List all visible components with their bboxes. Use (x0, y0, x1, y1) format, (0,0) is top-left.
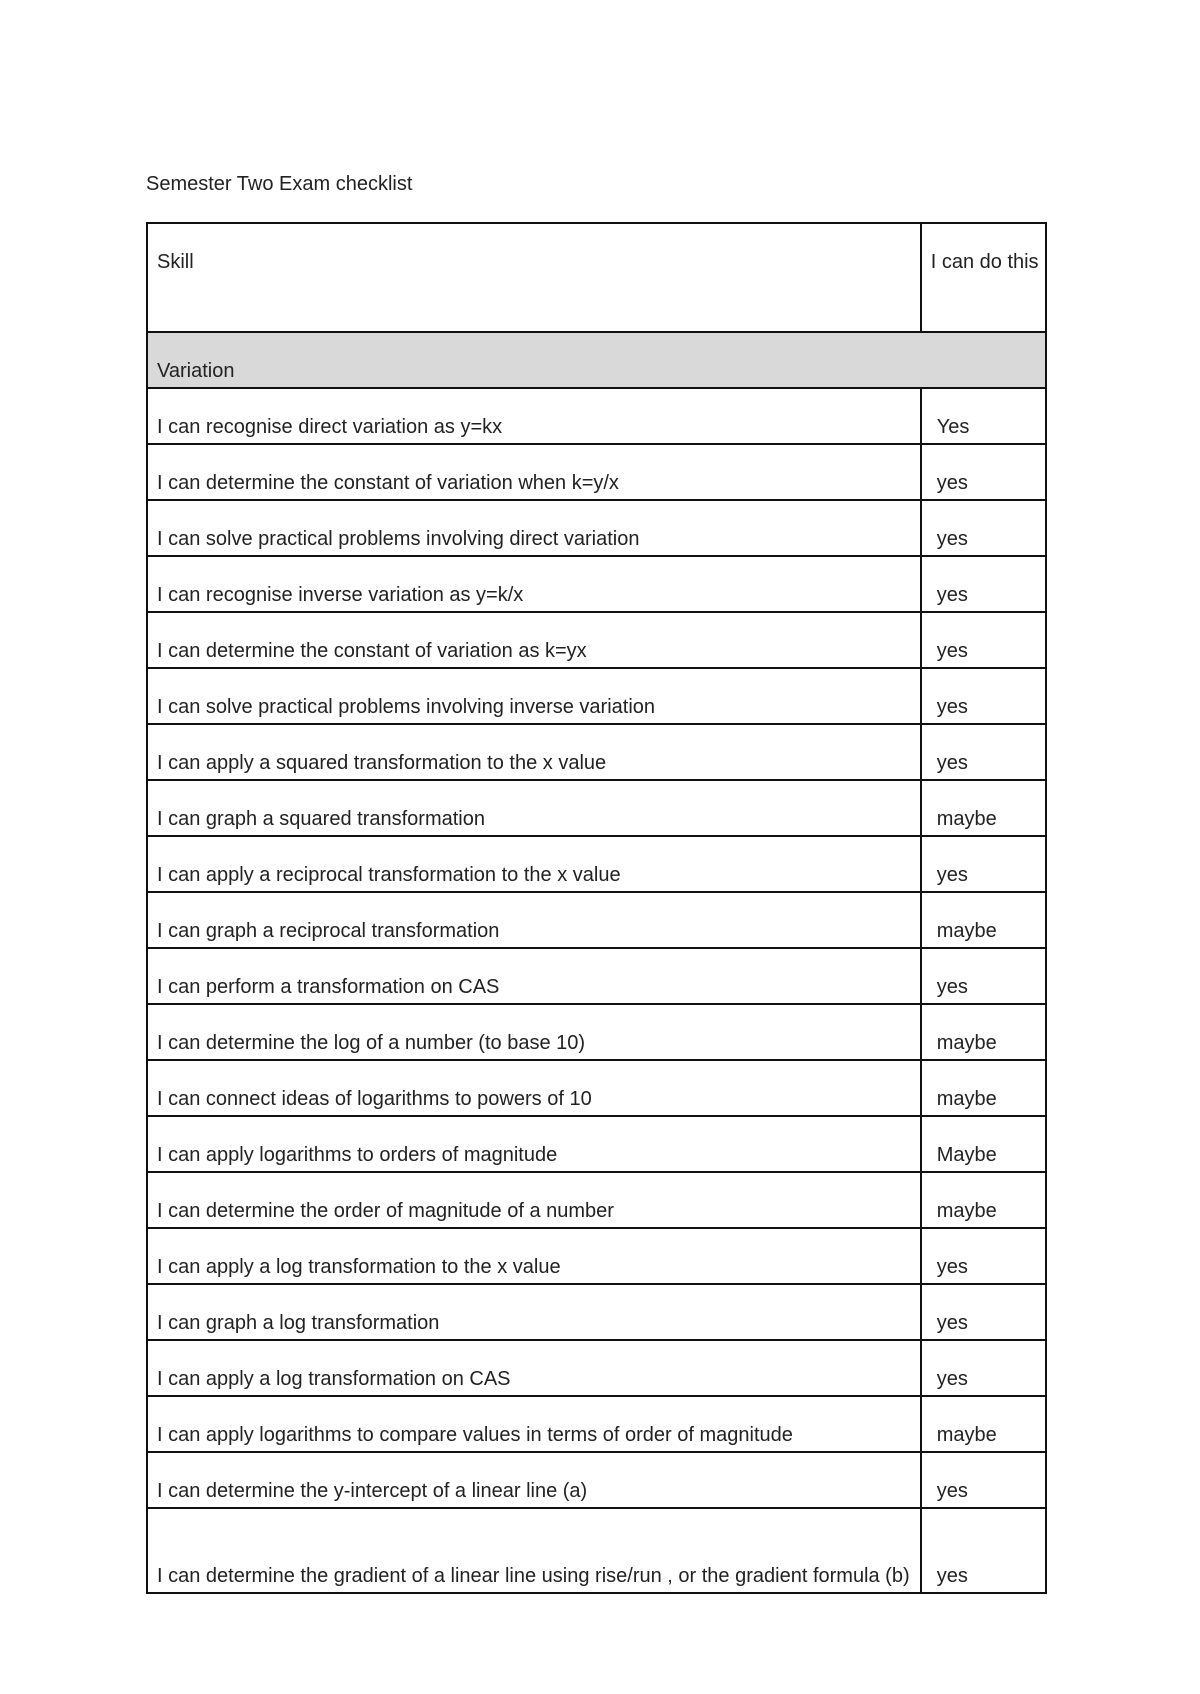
status-cell: yes (921, 1452, 1046, 1508)
status-cell: maybe (921, 1004, 1046, 1060)
skill-cell: I can apply a squared transformation to the x value (147, 724, 921, 780)
table-row (147, 724, 1046, 780)
skill-cell: I can perform a transformation on CAS (147, 948, 921, 1004)
status-cell: yes (921, 444, 1046, 500)
skill-cell: I can apply logarithms to compare values in terms of order of magnitude (147, 1396, 921, 1452)
status-cell: yes (921, 836, 1046, 892)
table-row (147, 556, 1046, 612)
document-title: Semester Two Exam checklist (146, 173, 413, 195)
table-row (147, 500, 1046, 556)
table-row (147, 1396, 1046, 1452)
status-cell: maybe (921, 1060, 1046, 1116)
status-cell: yes (921, 556, 1046, 612)
status-cell: maybe (921, 892, 1046, 948)
table-row (147, 836, 1046, 892)
status-cell: maybe (921, 1396, 1046, 1452)
checklist-table (146, 222, 1047, 1594)
skill-cell: I can determine the y-intercept of a linear line (a) (147, 1452, 921, 1508)
status-cell: yes (921, 668, 1046, 724)
table-row (147, 388, 1046, 444)
table-row (147, 1508, 1046, 1593)
header-skill: Skill (147, 223, 921, 332)
status-cell: Maybe (921, 1116, 1046, 1172)
status-cell: yes (921, 1508, 1046, 1593)
skill-cell: I can recognise direct variation as y=kx (147, 388, 921, 444)
skill-cell: I can apply logarithms to orders of magnitude (147, 1116, 921, 1172)
table-row (147, 1116, 1046, 1172)
status-cell: yes (921, 612, 1046, 668)
status-cell: yes (921, 1228, 1046, 1284)
skill-cell: I can apply a log transformation on CAS (147, 1340, 921, 1396)
skill-cell: I can connect ideas of logarithms to powers of 10 (147, 1060, 921, 1116)
skill-cell: I can graph a reciprocal transformation (147, 892, 921, 948)
skill-cell: I can determine the constant of variation when k=y/x (147, 444, 921, 500)
table-row (147, 1340, 1046, 1396)
section-row (147, 332, 1046, 388)
table-row (147, 612, 1046, 668)
checklist-body (147, 223, 1046, 1593)
table-row (147, 668, 1046, 724)
status-cell: maybe (921, 780, 1046, 836)
skill-cell: I can determine the constant of variation as k=yx (147, 612, 921, 668)
skill-cell: I can apply a reciprocal transformation to the x value (147, 836, 921, 892)
status-cell: Yes (921, 388, 1046, 444)
table-row (147, 780, 1046, 836)
table-row (147, 1452, 1046, 1508)
skill-cell: I can solve practical problems involving inverse variation (147, 668, 921, 724)
table-row (147, 892, 1046, 948)
table-row (147, 1228, 1046, 1284)
skill-cell: I can determine the order of magnitude of a number (147, 1172, 921, 1228)
table-row (147, 1172, 1046, 1228)
status-cell: yes (921, 1284, 1046, 1340)
table-row (147, 1004, 1046, 1060)
skill-cell: I can graph a log transformation (147, 1284, 921, 1340)
table-row (147, 444, 1046, 500)
table-header-row (147, 223, 1046, 332)
skill-cell: I can determine the gradient of a linear line using rise/run , or the gradient formula (b) (147, 1508, 921, 1593)
skill-cell: I can solve practical problems involving direct variation (147, 500, 921, 556)
skill-cell: I can recognise inverse variation as y=k/x (147, 556, 921, 612)
table-row (147, 1284, 1046, 1340)
skill-cell: I can apply a log transformation to the x value (147, 1228, 921, 1284)
status-cell: yes (921, 948, 1046, 1004)
section-title-variation: Variation (147, 332, 1046, 388)
status-cell: yes (921, 724, 1046, 780)
status-cell: yes (921, 1340, 1046, 1396)
status-cell: maybe (921, 1172, 1046, 1228)
table-row (147, 1060, 1046, 1116)
header-status: I can do this (921, 223, 1046, 332)
skill-cell: I can determine the log of a number (to base 10) (147, 1004, 921, 1060)
skill-cell: I can graph a squared transformation (147, 780, 921, 836)
table-row (147, 948, 1046, 1004)
status-cell: yes (921, 500, 1046, 556)
